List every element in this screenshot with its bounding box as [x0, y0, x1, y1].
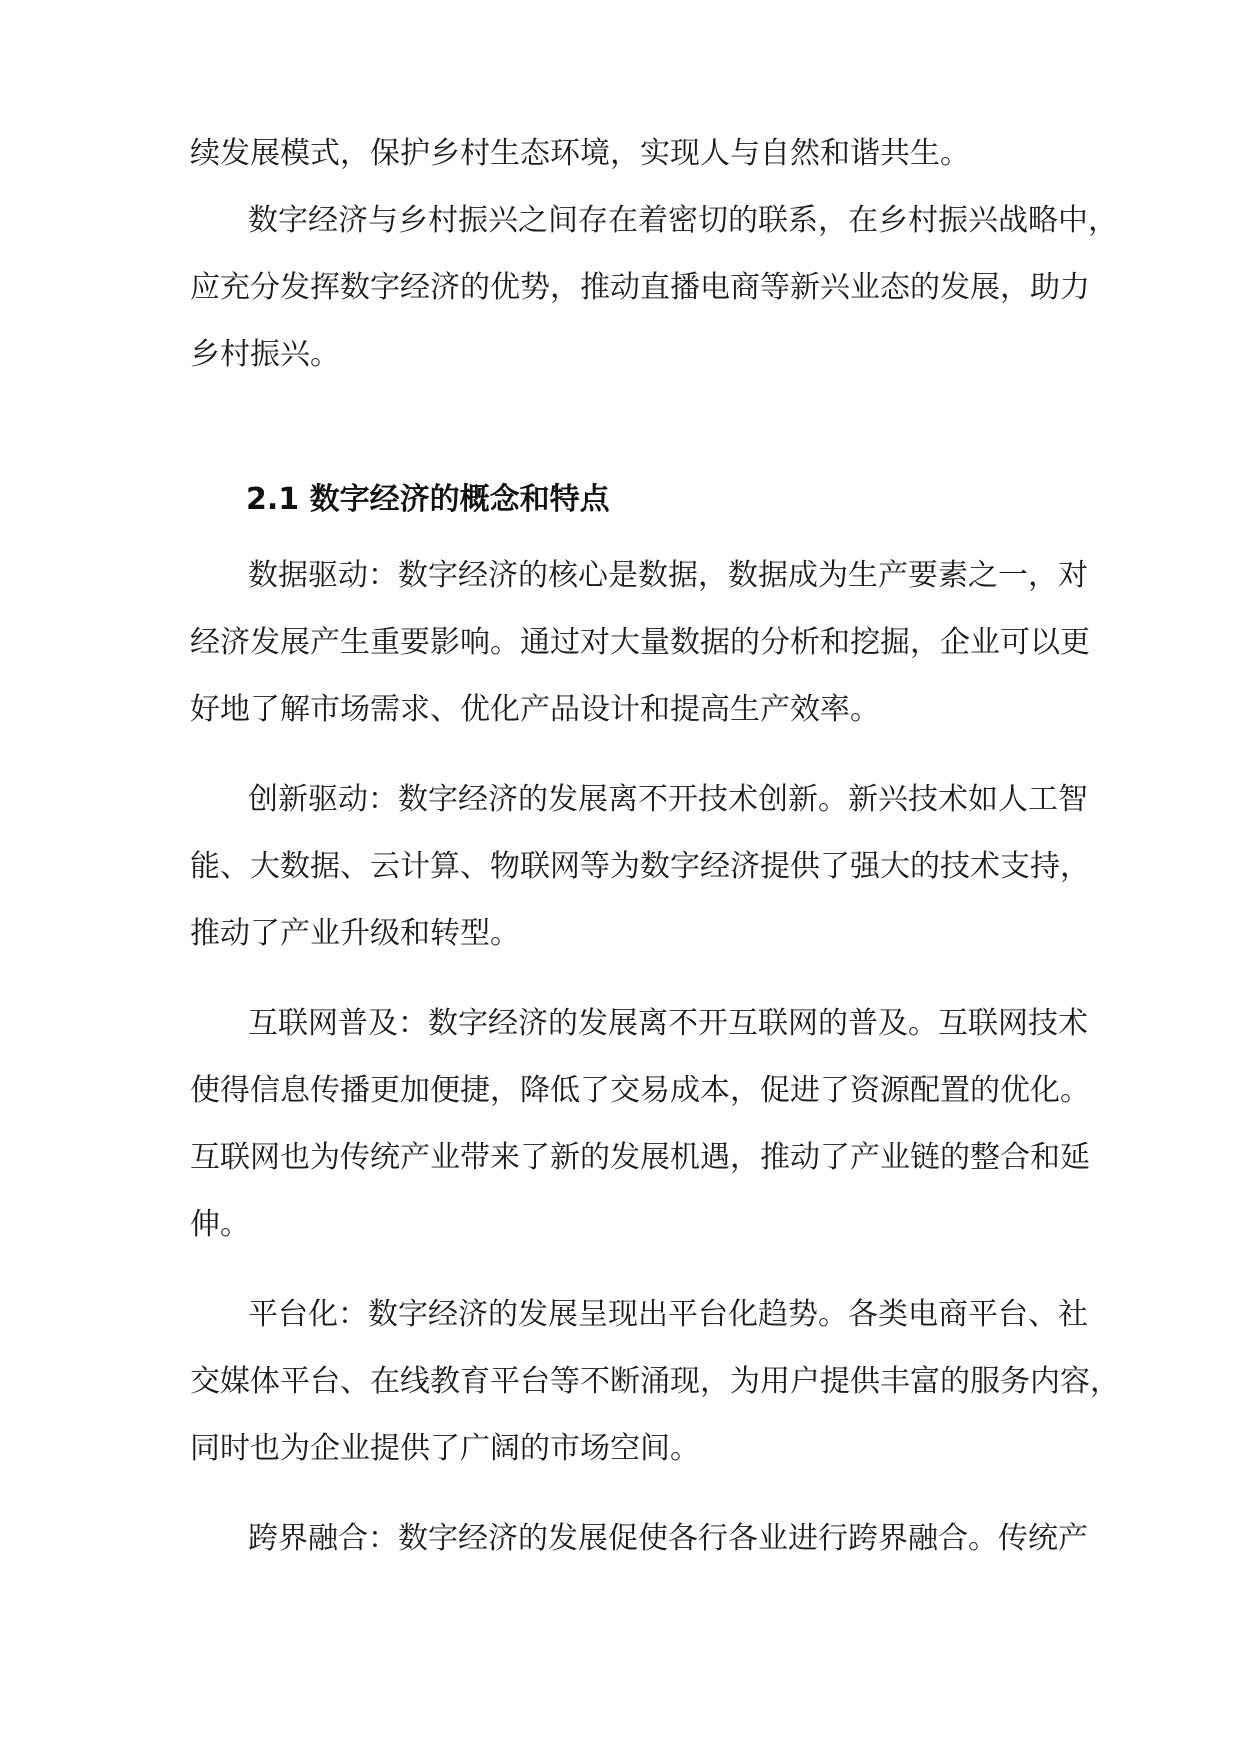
section-heading: 2.1 数字经济的概念和特点 [246, 482, 610, 517]
text-line: 经济发展产生重要影响。通过对大量数据的分析和挖掘，企业可以更 [190, 625, 1090, 660]
text-line: 数字经济与乡村振兴之间存在着密切的联系，在乡村振兴战略中， [248, 203, 1118, 238]
text-line: 数据驱动：数字经济的核心是数据，数据成为生产要素之一，对 [248, 558, 1088, 593]
text-line: 使得信息传播更加便捷，降低了交易成本，促进了资源配置的优化。 [190, 1073, 1090, 1108]
text-line: 交媒体平台、在线教育平台等不断涌现，为用户提供丰富的服务内容， [190, 1364, 1120, 1399]
text-line: 同时也为企业提供了广阔的市场空间。 [190, 1431, 700, 1466]
text-line: 创新驱动：数字经济的发展离不开技术创新。新兴技术如人工智 [248, 782, 1088, 817]
text-line: 能、大数据、云计算、物联网等为数字经济提供了强大的技术支持， [190, 849, 1090, 884]
text-line: 伸。 [190, 1207, 250, 1242]
text-line: 应充分发挥数字经济的优势，推动直播电商等新兴业态的发展，助力 [190, 270, 1090, 305]
text-line: 乡村振兴。 [190, 337, 340, 372]
text-line: 好地了解市场需求、优化产品设计和提高生产效率。 [190, 692, 880, 727]
text-line: 互联网也为传统产业带来了新的发展机遇，推动了产业链的整合和延 [190, 1140, 1090, 1175]
text-line: 跨界融合：数字经济的发展促使各行各业进行跨界融合。传统产 [248, 1521, 1088, 1556]
text-line: 平台化：数字经济的发展呈现出平台化趋势。各类电商平台、社 [248, 1297, 1088, 1332]
text-line: 互联网普及：数字经济的发展离不开互联网的普及。互联网技术 [248, 1006, 1088, 1041]
text-line: 续发展模式，保护乡村生态环境，实现人与自然和谐共生。 [190, 136, 970, 171]
text-line: 推动了产业升级和转型。 [190, 916, 520, 951]
